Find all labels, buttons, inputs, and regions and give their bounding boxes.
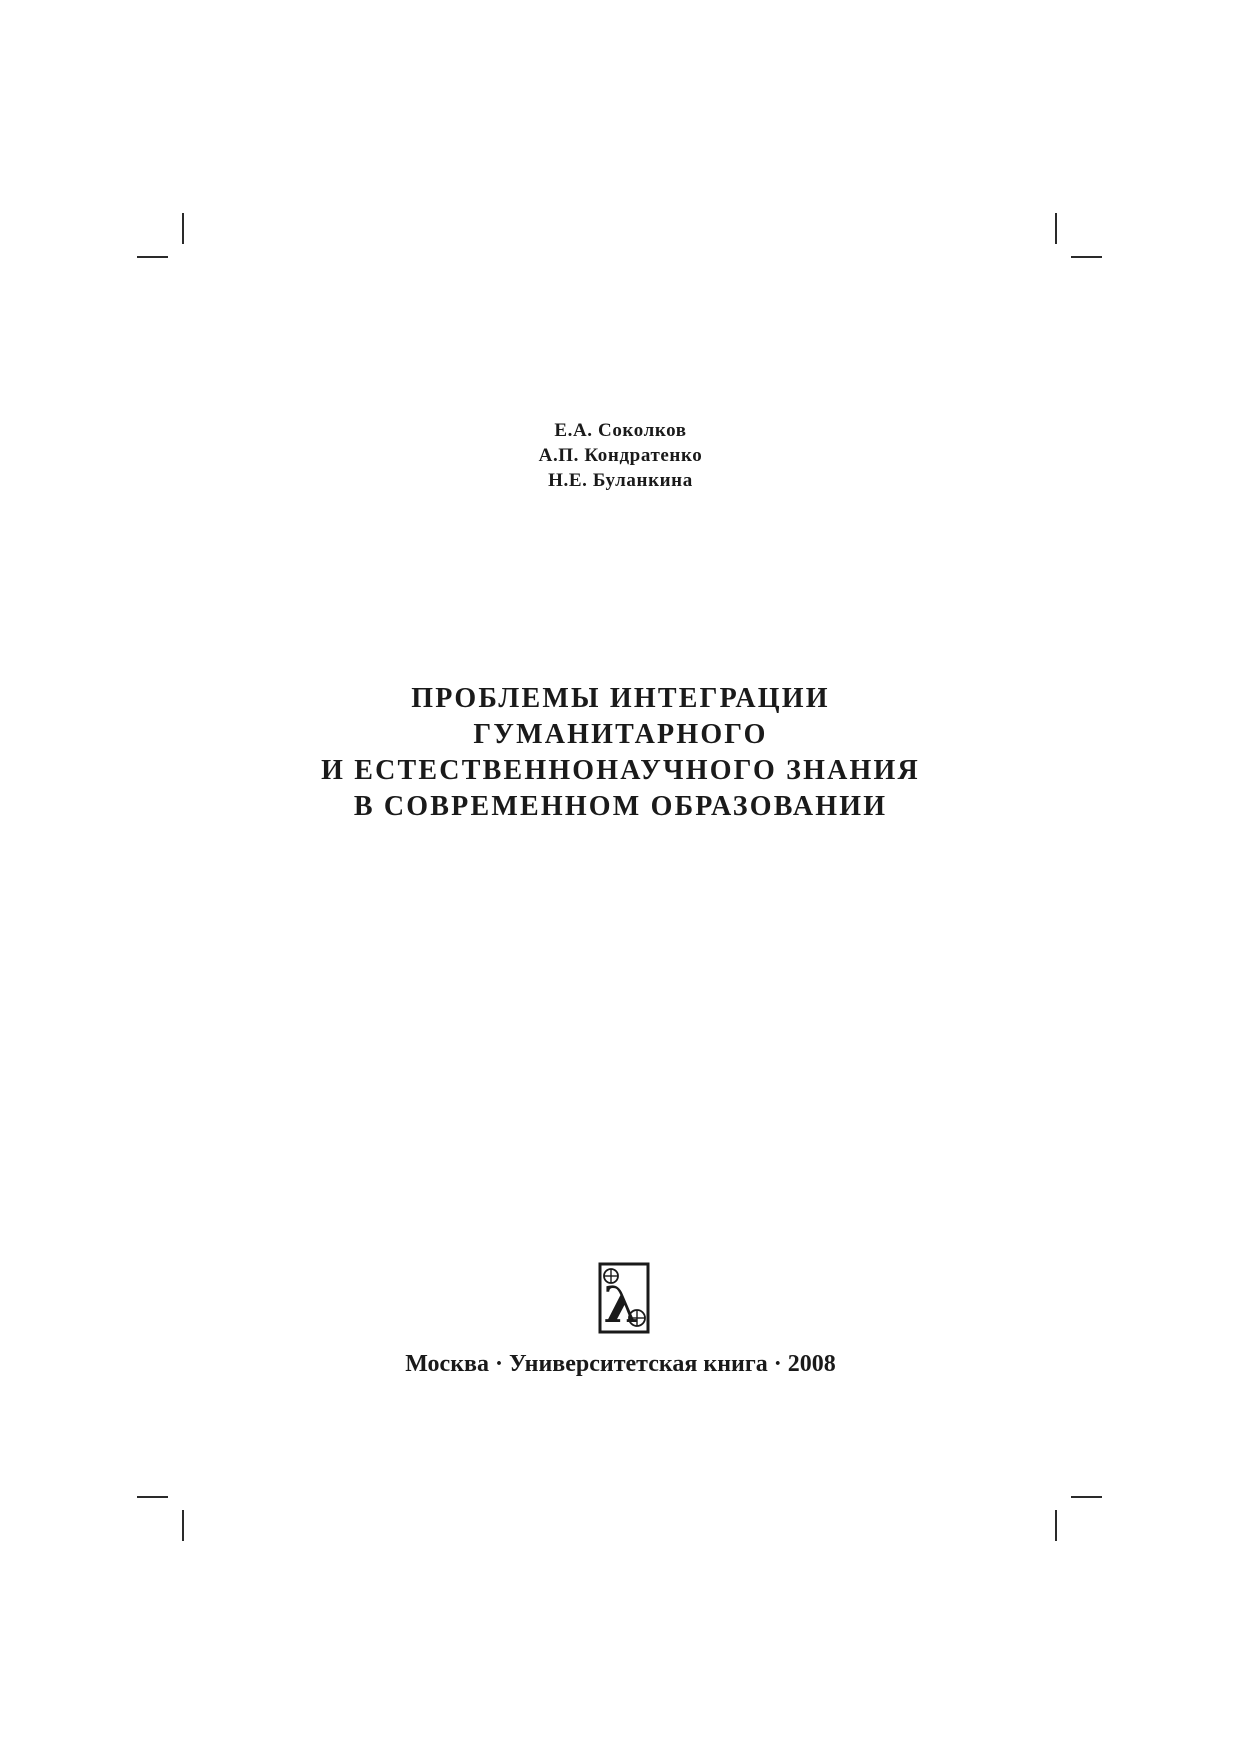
crop-mark-bottom-right-vertical [1055, 1510, 1057, 1541]
book-title [0, 681, 1241, 825]
crop-mark-top-left-horizontal [137, 256, 168, 258]
crop-mark-bottom-left-vertical [182, 1510, 184, 1541]
title-line: И ЕСТЕСТВЕННОНАУЧНОГО ЗНАНИЯ [321, 755, 920, 786]
author-name: Н.Е. Буланкина [548, 470, 693, 491]
crop-mark-top-right-horizontal [1071, 256, 1102, 258]
author-name: Е.А. Соколков [554, 420, 687, 441]
imprint-line: Москва · Университетская книга · 2008 [405, 1351, 836, 1377]
crop-mark-bottom-left-horizontal [137, 1496, 168, 1498]
publisher-logo-icon [598, 1262, 650, 1334]
title-line: ГУМАНИТАРНОГО [473, 719, 768, 750]
title-line: ПРОБЛЕМЫ ИНТЕГРАЦИИ [411, 683, 830, 714]
lambda-glyph: λ [603, 1275, 639, 1334]
author-list [0, 418, 1241, 493]
crop-mark-bottom-right-horizontal [1071, 1496, 1102, 1498]
author-name: А.П. Кондратенко [538, 445, 703, 466]
title-line: В СОВРЕМЕННОМ ОБРАЗОВАНИИ [353, 791, 888, 822]
crop-mark-top-right-vertical [1055, 213, 1057, 244]
crop-mark-top-left-vertical [182, 213, 184, 244]
